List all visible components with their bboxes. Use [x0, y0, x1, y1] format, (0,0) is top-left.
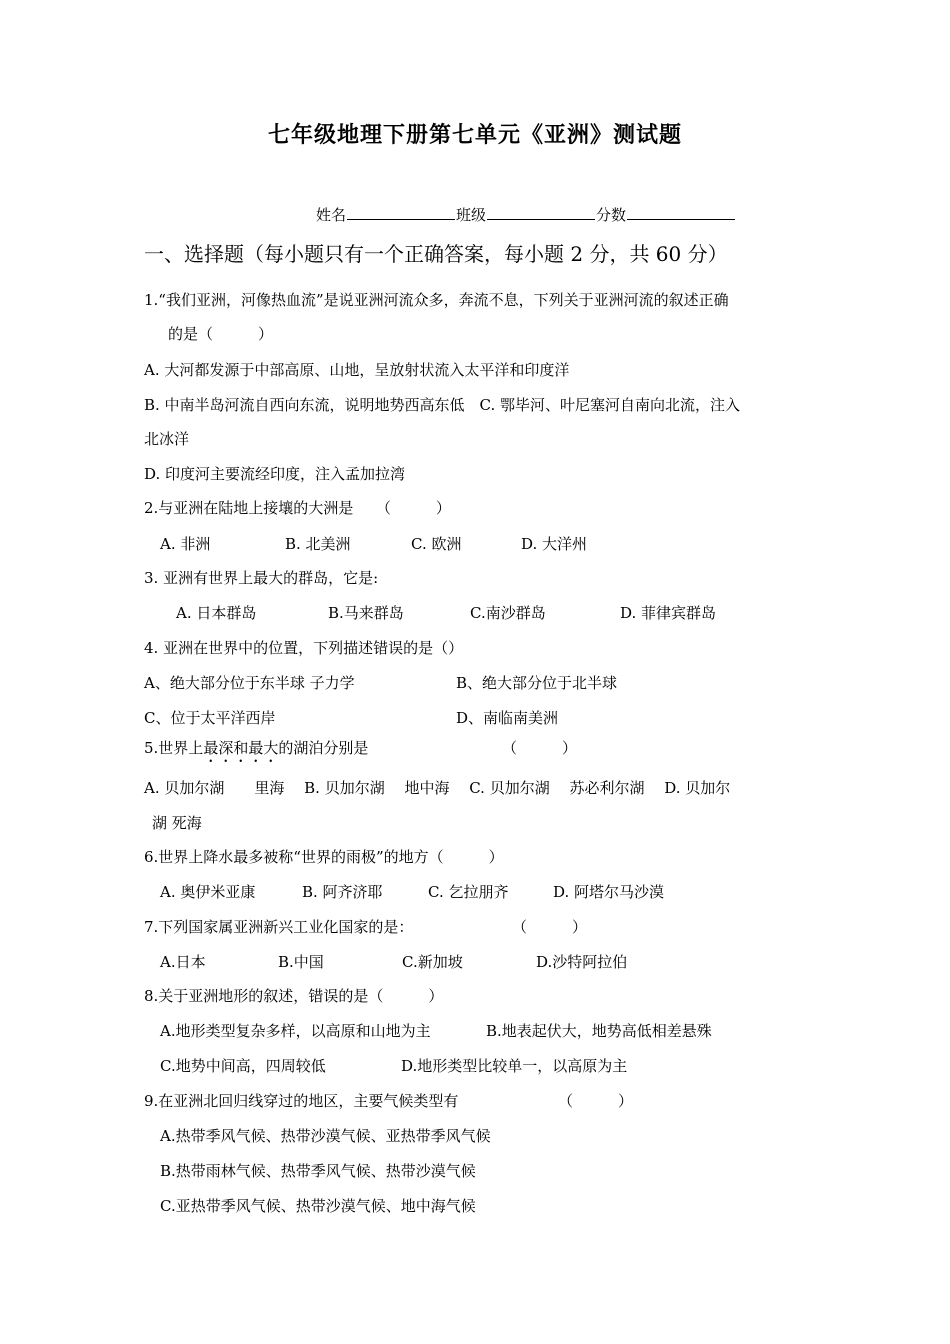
q7-answer-paren: （ ） — [512, 918, 588, 936]
q3-option-b: B.马来群岛 — [328, 604, 404, 622]
q3-stem: 3. 亚洲有世界上最大的群岛，它是: — [144, 569, 379, 587]
q1-stem-line2: 的是（ ） — [168, 325, 274, 343]
q5-options-line2: 湖 死海 — [152, 814, 202, 832]
q1-option-bc-line2: 北冰洋 — [144, 430, 190, 448]
q2-option-b: B. 北美洲 — [285, 535, 351, 553]
q9-option-a: A.热带季风气候、热带沙漠气候、亚热带季风气候 — [160, 1127, 491, 1145]
q5-answer-paren: （ ） — [502, 739, 578, 757]
q8-stem: 8.关于亚洲地形的叙述，错误的是（ ） — [144, 987, 444, 1005]
q6-option-d: D. 阿塔尔马沙漠 — [553, 883, 665, 901]
q3-option-d: D. 菲律宾群岛 — [620, 604, 717, 622]
q4-option-c: C、位于太平洋西岸 — [144, 709, 276, 727]
score-blank[interactable] — [627, 205, 735, 220]
q1-stem-line1: 1.“我们亚洲，河像热血流”是说亚洲河流众多，奔流不息，下列关于亚洲河流的叙述正确 — [144, 291, 729, 309]
q7-option-c: C.新加坡 — [402, 953, 463, 971]
q2-option-a: A. 非洲 — [160, 535, 211, 553]
q7-stem: 7.下列国家属亚洲新兴工业化国家的是： — [144, 918, 414, 936]
class-blank[interactable] — [487, 205, 595, 220]
name-blank[interactable] — [347, 205, 455, 220]
q2-option-c: C. 欧洲 — [411, 535, 462, 553]
name-label: 姓名 — [316, 206, 347, 224]
q6-option-a: A. 奥伊米亚康 — [160, 883, 256, 901]
q3-option-c: C.南沙群岛 — [470, 604, 546, 622]
q5-stem-text — [144, 738, 368, 766]
q5-stem-emphasis: 最深和最大 — [203, 739, 279, 757]
q2-option-d: D. 大洋州 — [521, 535, 588, 553]
q5-stem-prefix: 5.世界上 — [144, 739, 204, 757]
q8-option-d: D.地形类型比较单一，以高原为主 — [401, 1057, 628, 1075]
q1-option-bc-line1: B. 中南半岛河流自西向东流，说明地势西高东低 C. 鄂毕河、叶尼塞河自南向北流，注入 — [144, 396, 741, 414]
q3-option-a: A. 日本群岛 — [176, 604, 257, 622]
section-title: 一、选择题（每小题只有一个正确答案，每小题 2 分，共 60 分） — [144, 242, 728, 266]
q6-option-b: B. 阿齐济耶 — [302, 883, 383, 901]
q8-option-a: A.地形类型复杂多样，以高原和山地为主 — [160, 1022, 431, 1040]
class-label: 班级 — [456, 206, 487, 224]
page-title: 七年级地理下册第七单元《亚洲》测试题 — [267, 122, 682, 148]
q6-stem: 6.世界上降水最多被称“世界的雨极”的地方（ ） — [144, 848, 504, 866]
score-label: 分数 — [596, 206, 627, 224]
q7-option-d: D.沙特阿拉伯 — [536, 953, 628, 971]
q9-option-b: B.热带雨林气候、热带季风气候、热带沙漠气候 — [160, 1162, 476, 1180]
student-info-row — [316, 205, 736, 225]
q6-option-c: C. 乞拉朋齐 — [428, 883, 509, 901]
q5-options-line1: A. 贝加尔湖 里海 B. 贝加尔湖 地中海 C. 贝加尔湖 苏必利尔湖 D. 贝加尔 — [144, 779, 731, 797]
q1-option-d: D. 印度河主要流经印度，注入孟加拉湾 — [144, 465, 406, 483]
q5-stem-suffix: 的湖泊分别是 — [278, 739, 369, 757]
q8-option-b: B.地表起伏大，地势高低相差悬殊 — [486, 1022, 712, 1040]
q2-stem: 2.与亚洲在陆地上接壤的大洲是 （ ） — [144, 499, 451, 517]
q4-option-b: B、绝大部分位于北半球 — [456, 674, 618, 692]
q8-option-c: C.地势中间高，四周较低 — [160, 1057, 326, 1075]
q9-answer-paren: （ ） — [558, 1092, 634, 1110]
q7-option-a: A.日本 — [160, 953, 206, 971]
q4-option-a: A、绝大部分位于东半球 子力学 — [144, 674, 355, 692]
q4-option-d: D、南临南美洲 — [456, 709, 559, 727]
q7-option-b: B.中国 — [278, 953, 324, 971]
q9-stem: 9.在亚洲北回归线穿过的地区，主要气候类型有 — [144, 1092, 459, 1110]
q1-option-a: A. 大河都发源于中部高原、山地，呈放射状流入太平洋和印度洋 — [144, 361, 570, 379]
q4-stem: 4. 亚洲在世界中的位置，下列描述错误的是（） — [144, 639, 464, 657]
q9-option-c: C.亚热带季风气候、热带沙漠气候、地中海气候 — [160, 1197, 476, 1215]
